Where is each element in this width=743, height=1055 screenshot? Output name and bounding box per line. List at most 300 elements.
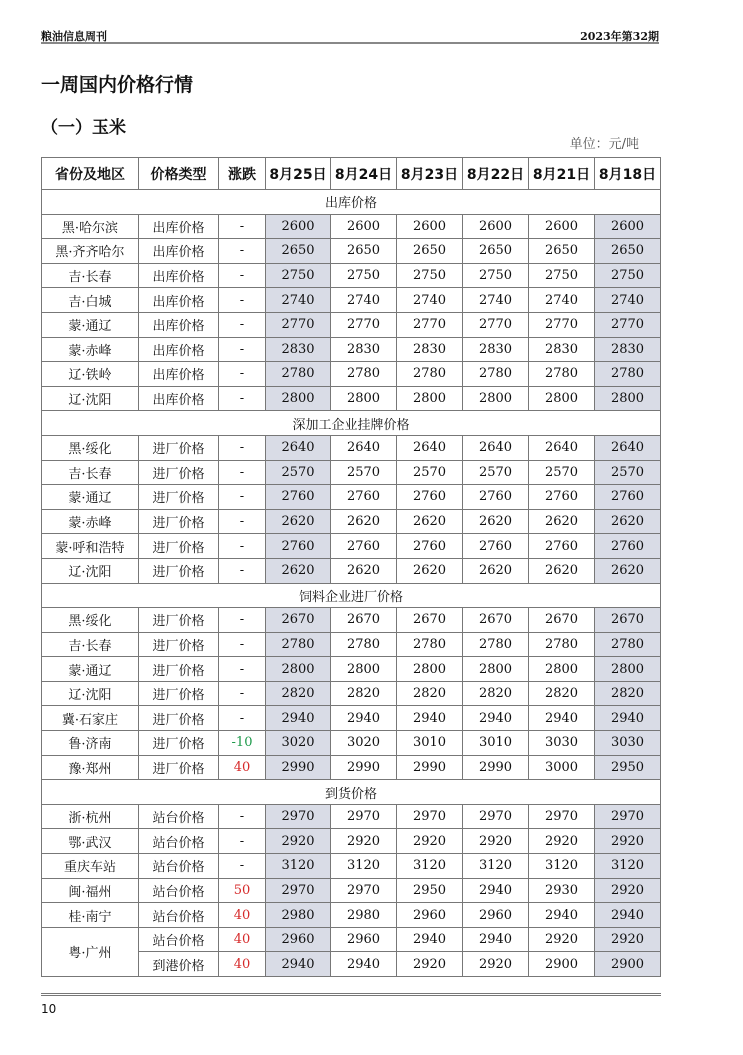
price-cell: 2970 bbox=[397, 804, 463, 829]
price-type-cell: 出库价格 bbox=[139, 214, 219, 239]
section-label: 饲料企业进厂价格 bbox=[42, 583, 661, 608]
price-cell: 2920 bbox=[397, 952, 463, 977]
price-cell: 2750 bbox=[266, 263, 331, 288]
section-header-row bbox=[42, 583, 661, 608]
price-type-cell: 站台价格 bbox=[139, 903, 219, 928]
unit-label: 单位：元/吨 bbox=[569, 137, 639, 152]
table-row bbox=[42, 927, 661, 952]
price-cell: 2640 bbox=[595, 435, 661, 460]
price-cell: 2830 bbox=[529, 337, 595, 362]
change-cell: - bbox=[219, 681, 266, 706]
region-cell: 吉·长春 bbox=[42, 460, 139, 485]
change-cell: - bbox=[219, 263, 266, 288]
price-cell: 2800 bbox=[463, 386, 529, 411]
price-cell: 2750 bbox=[463, 263, 529, 288]
price-cell: 2960 bbox=[397, 903, 463, 928]
price-cell: 2620 bbox=[397, 558, 463, 583]
price-cell: 2970 bbox=[529, 804, 595, 829]
region-cell: 吉·长春 bbox=[42, 632, 139, 657]
price-cell: 2750 bbox=[595, 263, 661, 288]
table-row bbox=[42, 239, 661, 264]
issue-number: 2023年第32期 bbox=[580, 30, 659, 43]
change-cell: -10 bbox=[219, 731, 266, 756]
price-type-cell: 进厂价格 bbox=[139, 681, 219, 706]
region-cell: 辽·铁岭 bbox=[42, 362, 139, 387]
region-cell: 蒙·通辽 bbox=[42, 312, 139, 337]
change-cell: - bbox=[219, 558, 266, 583]
price-cell: 2760 bbox=[266, 534, 331, 559]
change-cell: - bbox=[219, 608, 266, 633]
price-cell: 2740 bbox=[463, 288, 529, 313]
change-cell: - bbox=[219, 214, 266, 239]
price-cell: 3120 bbox=[595, 854, 661, 879]
price-cell: 2940 bbox=[331, 952, 397, 977]
price-cell: 3020 bbox=[266, 731, 331, 756]
price-cell: 2940 bbox=[266, 706, 331, 731]
table-row bbox=[42, 681, 661, 706]
price-cell: 2740 bbox=[266, 288, 331, 313]
price-cell: 2600 bbox=[529, 214, 595, 239]
price-cell: 2970 bbox=[331, 878, 397, 903]
price-cell: 2800 bbox=[331, 657, 397, 682]
price-cell: 2760 bbox=[463, 485, 529, 510]
price-cell: 2830 bbox=[266, 337, 331, 362]
price-cell: 2940 bbox=[595, 903, 661, 928]
table-row bbox=[42, 263, 661, 288]
price-cell: 3120 bbox=[397, 854, 463, 879]
price-cell: 2820 bbox=[266, 681, 331, 706]
table-row bbox=[42, 312, 661, 337]
price-cell: 2760 bbox=[266, 485, 331, 510]
change-cell: - bbox=[219, 435, 266, 460]
price-cell: 2750 bbox=[331, 263, 397, 288]
change-cell: - bbox=[219, 362, 266, 387]
price-cell: 2940 bbox=[463, 706, 529, 731]
price-cell: 3030 bbox=[595, 731, 661, 756]
price-cell: 2920 bbox=[463, 829, 529, 854]
price-cell: 2760 bbox=[529, 534, 595, 559]
price-cell: 2920 bbox=[331, 829, 397, 854]
price-cell: 2640 bbox=[266, 435, 331, 460]
section-header-row bbox=[42, 780, 661, 805]
price-type-cell: 站台价格 bbox=[139, 804, 219, 829]
col-header-type: 价格类型 bbox=[139, 158, 219, 190]
price-type-cell: 站台价格 bbox=[139, 878, 219, 903]
price-cell: 2750 bbox=[397, 263, 463, 288]
change-cell: - bbox=[219, 829, 266, 854]
price-cell: 2920 bbox=[463, 952, 529, 977]
change-cell: - bbox=[219, 337, 266, 362]
section-header-row bbox=[42, 190, 661, 215]
price-cell: 2960 bbox=[331, 927, 397, 952]
price-cell: 2990 bbox=[266, 755, 331, 780]
col-header-date: 8月23日 bbox=[397, 158, 463, 190]
price-cell: 2620 bbox=[529, 558, 595, 583]
price-type-cell: 到港价格 bbox=[139, 952, 219, 977]
price-cell: 2780 bbox=[463, 362, 529, 387]
price-cell: 2830 bbox=[397, 337, 463, 362]
table-row bbox=[42, 755, 661, 780]
price-cell: 2820 bbox=[331, 681, 397, 706]
region-cell: 鲁·济南 bbox=[42, 731, 139, 756]
section-label: 到货价格 bbox=[42, 780, 661, 805]
price-cell: 2780 bbox=[529, 632, 595, 657]
page-title: 一周国内价格行情 bbox=[41, 74, 194, 96]
price-cell: 2770 bbox=[266, 312, 331, 337]
price-type-cell: 出库价格 bbox=[139, 288, 219, 313]
price-cell: 2620 bbox=[595, 509, 661, 534]
price-cell: 2970 bbox=[266, 878, 331, 903]
region-cell: 辽·沈阳 bbox=[42, 558, 139, 583]
price-cell: 2760 bbox=[397, 485, 463, 510]
price-cell: 2600 bbox=[331, 214, 397, 239]
change-cell: - bbox=[219, 657, 266, 682]
table-row bbox=[42, 288, 661, 313]
price-cell: 2650 bbox=[331, 239, 397, 264]
price-type-cell: 出库价格 bbox=[139, 263, 219, 288]
change-cell: - bbox=[219, 288, 266, 313]
price-cell: 2570 bbox=[595, 460, 661, 485]
price-cell: 2780 bbox=[595, 362, 661, 387]
section-subtitle: （一）玉米 bbox=[41, 118, 126, 138]
price-type-cell: 进厂价格 bbox=[139, 558, 219, 583]
table-row bbox=[42, 829, 661, 854]
table-body bbox=[42, 190, 661, 977]
change-cell: - bbox=[219, 386, 266, 411]
table-row bbox=[42, 657, 661, 682]
price-cell: 2620 bbox=[529, 509, 595, 534]
price-cell: 3010 bbox=[397, 731, 463, 756]
price-cell: 2800 bbox=[397, 386, 463, 411]
price-cell: 2760 bbox=[463, 534, 529, 559]
price-cell: 2600 bbox=[595, 214, 661, 239]
price-cell: 3120 bbox=[331, 854, 397, 879]
price-cell: 2640 bbox=[463, 435, 529, 460]
price-table bbox=[41, 157, 661, 977]
table-row bbox=[42, 509, 661, 534]
price-cell: 2990 bbox=[463, 755, 529, 780]
price-cell: 2940 bbox=[463, 927, 529, 952]
price-cell: 2650 bbox=[595, 239, 661, 264]
price-cell: 3020 bbox=[331, 731, 397, 756]
table-row bbox=[42, 632, 661, 657]
price-cell: 2600 bbox=[463, 214, 529, 239]
price-type-cell: 出库价格 bbox=[139, 337, 219, 362]
price-cell: 2760 bbox=[529, 485, 595, 510]
price-cell: 2780 bbox=[266, 362, 331, 387]
table-row bbox=[42, 362, 661, 387]
change-cell: - bbox=[219, 509, 266, 534]
price-cell: 2640 bbox=[397, 435, 463, 460]
region-cell: 重庆车站 bbox=[42, 854, 139, 879]
price-cell: 2990 bbox=[397, 755, 463, 780]
price-cell: 2800 bbox=[266, 386, 331, 411]
price-cell: 2960 bbox=[463, 903, 529, 928]
price-cell: 2570 bbox=[331, 460, 397, 485]
table-row bbox=[42, 460, 661, 485]
price-cell: 2570 bbox=[397, 460, 463, 485]
region-cell: 黑·哈尔滨 bbox=[42, 214, 139, 239]
price-cell: 2760 bbox=[397, 534, 463, 559]
price-cell: 2940 bbox=[397, 706, 463, 731]
price-cell: 2970 bbox=[266, 804, 331, 829]
price-cell: 2940 bbox=[595, 706, 661, 731]
price-cell: 2900 bbox=[595, 952, 661, 977]
price-cell: 2820 bbox=[529, 681, 595, 706]
table-row bbox=[42, 878, 661, 903]
price-cell: 2970 bbox=[331, 804, 397, 829]
price-cell: 2940 bbox=[266, 952, 331, 977]
price-cell: 2570 bbox=[529, 460, 595, 485]
price-cell: 2800 bbox=[397, 657, 463, 682]
price-type-cell: 进厂价格 bbox=[139, 608, 219, 633]
price-cell: 2770 bbox=[529, 312, 595, 337]
price-cell: 2740 bbox=[529, 288, 595, 313]
price-cell: 2940 bbox=[463, 878, 529, 903]
price-cell: 2800 bbox=[529, 386, 595, 411]
price-cell: 2920 bbox=[529, 927, 595, 952]
price-cell: 2920 bbox=[595, 878, 661, 903]
price-type-cell: 进厂价格 bbox=[139, 706, 219, 731]
price-cell: 2940 bbox=[331, 706, 397, 731]
col-header-date: 8月18日 bbox=[595, 158, 661, 190]
region-cell: 浙·杭州 bbox=[42, 804, 139, 829]
price-cell: 2780 bbox=[529, 362, 595, 387]
table-row bbox=[42, 706, 661, 731]
change-cell: - bbox=[219, 312, 266, 337]
price-cell: 2650 bbox=[463, 239, 529, 264]
col-header-date: 8月24日 bbox=[331, 158, 397, 190]
price-cell: 2830 bbox=[331, 337, 397, 362]
price-cell: 2970 bbox=[595, 804, 661, 829]
table-row bbox=[42, 731, 661, 756]
price-cell: 2990 bbox=[331, 755, 397, 780]
region-cell: 桂·南宁 bbox=[42, 903, 139, 928]
change-cell: 40 bbox=[219, 755, 266, 780]
table-row bbox=[42, 903, 661, 928]
price-cell: 2760 bbox=[331, 534, 397, 559]
price-cell: 2980 bbox=[331, 903, 397, 928]
price-cell: 2670 bbox=[331, 608, 397, 633]
col-header-region: 省份及地区 bbox=[42, 158, 139, 190]
region-cell: 蒙·通辽 bbox=[42, 657, 139, 682]
price-cell: 3120 bbox=[266, 854, 331, 879]
price-cell: 2750 bbox=[529, 263, 595, 288]
price-cell: 2960 bbox=[266, 927, 331, 952]
col-header-date: 8月21日 bbox=[529, 158, 595, 190]
price-cell: 2650 bbox=[397, 239, 463, 264]
price-cell: 2770 bbox=[397, 312, 463, 337]
price-cell: 3010 bbox=[463, 731, 529, 756]
change-cell: 40 bbox=[219, 927, 266, 952]
price-type-cell: 进厂价格 bbox=[139, 534, 219, 559]
change-cell: 50 bbox=[219, 878, 266, 903]
price-cell: 2980 bbox=[266, 903, 331, 928]
table-row bbox=[42, 854, 661, 879]
price-cell: 2620 bbox=[397, 509, 463, 534]
price-cell: 2940 bbox=[397, 927, 463, 952]
price-cell: 2930 bbox=[529, 878, 595, 903]
price-cell: 2570 bbox=[463, 460, 529, 485]
price-cell: 2820 bbox=[397, 681, 463, 706]
region-cell: 辽·沈阳 bbox=[42, 681, 139, 706]
price-cell: 2800 bbox=[331, 386, 397, 411]
price-cell: 2670 bbox=[266, 608, 331, 633]
price-cell: 2920 bbox=[595, 829, 661, 854]
region-cell: 蒙·赤峰 bbox=[42, 509, 139, 534]
price-cell: 2780 bbox=[331, 632, 397, 657]
footer-rule bbox=[41, 993, 661, 996]
price-cell: 2940 bbox=[529, 706, 595, 731]
price-cell: 2770 bbox=[595, 312, 661, 337]
price-cell: 2830 bbox=[463, 337, 529, 362]
price-cell: 2600 bbox=[266, 214, 331, 239]
price-cell: 2620 bbox=[463, 558, 529, 583]
price-type-cell: 进厂价格 bbox=[139, 755, 219, 780]
price-cell: 2920 bbox=[529, 829, 595, 854]
change-cell: 40 bbox=[219, 903, 266, 928]
price-cell: 2780 bbox=[331, 362, 397, 387]
price-cell: 2830 bbox=[595, 337, 661, 362]
table-row bbox=[42, 485, 661, 510]
table-header-row bbox=[42, 158, 661, 190]
price-cell: 2920 bbox=[397, 829, 463, 854]
region-cell: 蒙·赤峰 bbox=[42, 337, 139, 362]
change-cell: - bbox=[219, 534, 266, 559]
price-cell: 2600 bbox=[397, 214, 463, 239]
price-type-cell: 站台价格 bbox=[139, 829, 219, 854]
price-cell: 3030 bbox=[529, 731, 595, 756]
change-cell: - bbox=[219, 460, 266, 485]
col-header-change: 涨跌 bbox=[219, 158, 266, 190]
price-type-cell: 进厂价格 bbox=[139, 435, 219, 460]
table-row bbox=[42, 435, 661, 460]
price-cell: 3000 bbox=[529, 755, 595, 780]
price-type-cell: 站台价格 bbox=[139, 854, 219, 879]
change-cell: - bbox=[219, 239, 266, 264]
price-cell: 2820 bbox=[463, 681, 529, 706]
price-cell: 2650 bbox=[266, 239, 331, 264]
table-row bbox=[42, 608, 661, 633]
price-type-cell: 站台价格 bbox=[139, 927, 219, 952]
region-cell: 粤·广州 bbox=[42, 927, 139, 976]
price-type-cell: 出库价格 bbox=[139, 386, 219, 411]
change-cell: - bbox=[219, 854, 266, 879]
price-type-cell: 进厂价格 bbox=[139, 632, 219, 657]
region-cell: 黑·齐齐哈尔 bbox=[42, 239, 139, 264]
table-row bbox=[42, 214, 661, 239]
price-cell: 2940 bbox=[529, 903, 595, 928]
price-cell: 2760 bbox=[595, 534, 661, 559]
price-type-cell: 进厂价格 bbox=[139, 460, 219, 485]
price-type-cell: 进厂价格 bbox=[139, 731, 219, 756]
price-cell: 3120 bbox=[463, 854, 529, 879]
region-cell: 豫·郑州 bbox=[42, 755, 139, 780]
price-cell: 2570 bbox=[266, 460, 331, 485]
price-cell: 2800 bbox=[595, 386, 661, 411]
price-cell: 2620 bbox=[331, 509, 397, 534]
price-cell: 2780 bbox=[266, 632, 331, 657]
price-cell: 2920 bbox=[595, 927, 661, 952]
price-cell: 3120 bbox=[529, 854, 595, 879]
region-cell: 鄂·武汉 bbox=[42, 829, 139, 854]
change-cell: - bbox=[219, 485, 266, 510]
price-cell: 2620 bbox=[266, 509, 331, 534]
price-type-cell: 进厂价格 bbox=[139, 657, 219, 682]
price-cell: 2920 bbox=[266, 829, 331, 854]
region-cell: 吉·白城 bbox=[42, 288, 139, 313]
price-cell: 2620 bbox=[595, 558, 661, 583]
price-type-cell: 出库价格 bbox=[139, 239, 219, 264]
price-cell: 2670 bbox=[595, 608, 661, 633]
table-row bbox=[42, 386, 661, 411]
region-cell: 黑·绥化 bbox=[42, 435, 139, 460]
region-cell: 闽·福州 bbox=[42, 878, 139, 903]
price-cell: 2900 bbox=[529, 952, 595, 977]
section-label: 深加工企业挂牌价格 bbox=[42, 411, 661, 436]
price-cell: 2670 bbox=[463, 608, 529, 633]
price-cell: 2740 bbox=[397, 288, 463, 313]
price-cell: 2640 bbox=[331, 435, 397, 460]
col-header-date: 8月25日 bbox=[266, 158, 331, 190]
region-cell: 辽·沈阳 bbox=[42, 386, 139, 411]
price-cell: 2780 bbox=[463, 632, 529, 657]
region-cell: 蒙·通辽 bbox=[42, 485, 139, 510]
price-type-cell: 出库价格 bbox=[139, 312, 219, 337]
price-cell: 2820 bbox=[595, 681, 661, 706]
price-cell: 2950 bbox=[397, 878, 463, 903]
price-cell: 2800 bbox=[266, 657, 331, 682]
price-cell: 2800 bbox=[529, 657, 595, 682]
table-row bbox=[42, 534, 661, 559]
col-header-date: 8月22日 bbox=[463, 158, 529, 190]
price-cell: 2670 bbox=[529, 608, 595, 633]
change-cell: - bbox=[219, 804, 266, 829]
price-cell: 2740 bbox=[595, 288, 661, 313]
region-cell: 蒙·呼和浩特 bbox=[42, 534, 139, 559]
price-cell: 2640 bbox=[529, 435, 595, 460]
price-cell: 2670 bbox=[397, 608, 463, 633]
region-cell: 黑·绥化 bbox=[42, 608, 139, 633]
region-cell: 吉·长春 bbox=[42, 263, 139, 288]
price-cell: 2650 bbox=[529, 239, 595, 264]
price-cell: 2780 bbox=[397, 632, 463, 657]
price-type-cell: 出库价格 bbox=[139, 362, 219, 387]
change-cell: 40 bbox=[219, 952, 266, 977]
price-type-cell: 进厂价格 bbox=[139, 509, 219, 534]
price-cell: 2770 bbox=[331, 312, 397, 337]
page-number: 10 bbox=[41, 1002, 57, 1016]
price-cell: 2780 bbox=[397, 362, 463, 387]
change-cell: - bbox=[219, 706, 266, 731]
table-row bbox=[42, 337, 661, 362]
price-cell: 2620 bbox=[463, 509, 529, 534]
section-label: 出库价格 bbox=[42, 190, 661, 215]
table-row bbox=[42, 558, 661, 583]
price-cell: 2620 bbox=[266, 558, 331, 583]
price-cell: 2970 bbox=[463, 804, 529, 829]
change-cell: - bbox=[219, 632, 266, 657]
price-cell: 2740 bbox=[331, 288, 397, 313]
price-cell: 2950 bbox=[595, 755, 661, 780]
header-rule bbox=[41, 42, 659, 44]
price-cell: 2800 bbox=[595, 657, 661, 682]
price-cell: 2770 bbox=[463, 312, 529, 337]
price-cell: 2760 bbox=[331, 485, 397, 510]
section-header-row bbox=[42, 411, 661, 436]
journal-name: 粮油信息周刊 bbox=[41, 30, 107, 43]
price-type-cell: 进厂价格 bbox=[139, 485, 219, 510]
